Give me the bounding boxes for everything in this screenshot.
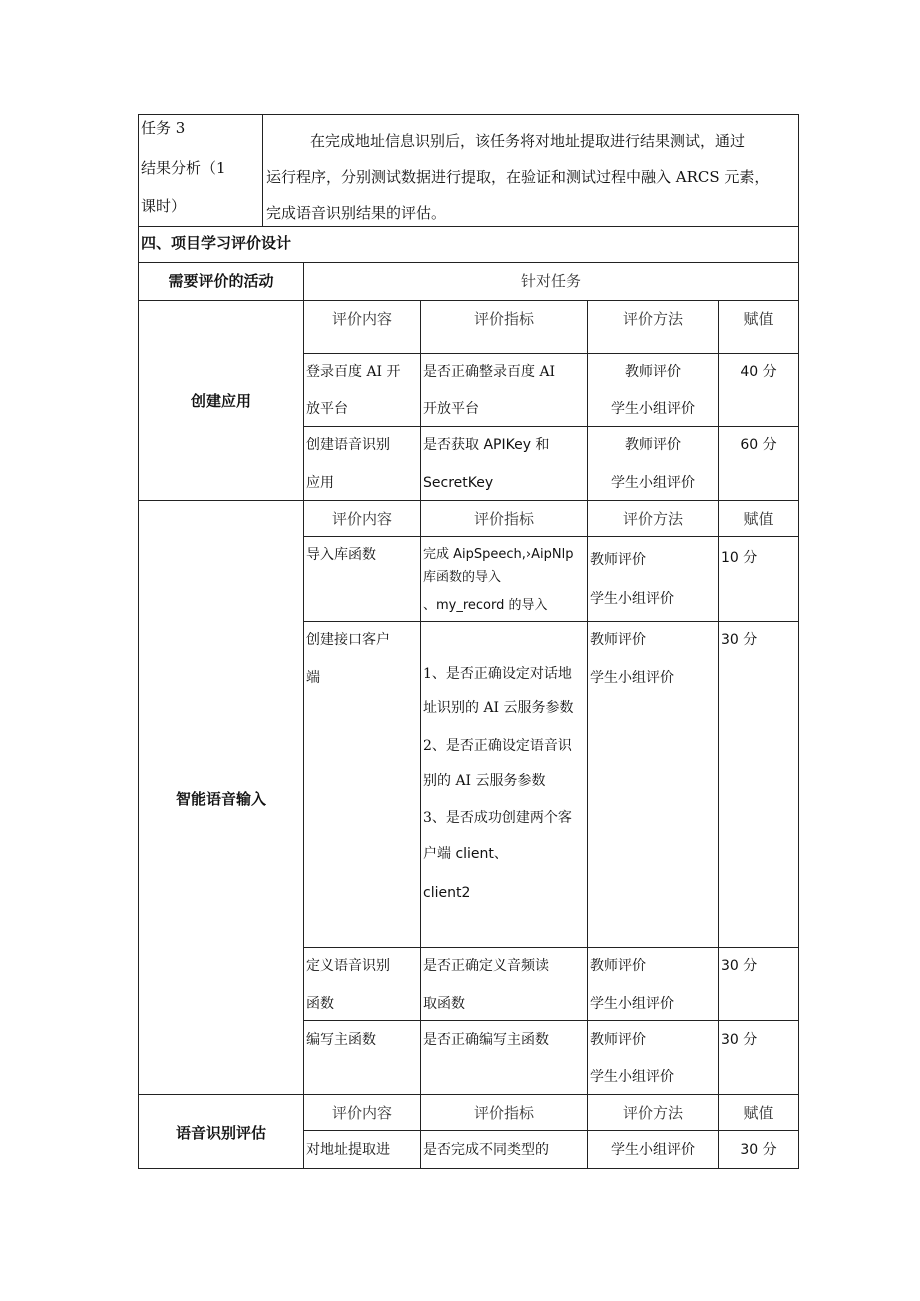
eval-indicator: 1、是否正确设定对话地 <box>423 666 572 682</box>
eval-score: 30 分 <box>740 1142 777 1158</box>
eval-content: 端 <box>306 670 320 686</box>
col-header-indicator: 评价指标 <box>473 510 534 528</box>
eval-indicator: 是否获取 APIKey 和 <box>423 437 550 453</box>
eval-content: 应用 <box>306 475 334 491</box>
table-line <box>303 621 799 622</box>
task3-description-line: 运行程序，分别测试数据进行提取，在验证和测试过程中融入 ARCS 元素， <box>266 168 770 186</box>
eval-score: 30 分 <box>721 1032 758 1048</box>
eval-method: 教师评价 <box>625 437 681 453</box>
eval-content: 编写主函数 <box>306 1032 376 1048</box>
col-header-method: 评价方法 <box>622 310 683 328</box>
eval-indicator: 2、是否正确设定语音识 <box>423 738 572 754</box>
col-header-method: 评价方法 <box>622 510 683 528</box>
eval-score: 40 分 <box>740 364 777 380</box>
task3-description-line: 完成语音识别结果的评估。 <box>266 204 447 222</box>
table-border-top <box>138 114 799 115</box>
table-line <box>303 1130 799 1131</box>
activity-speech-recognition-eval: 语音识别评估 <box>175 1124 266 1142</box>
table-line <box>420 500 421 1094</box>
table-line <box>587 500 588 1094</box>
table-line <box>303 426 799 427</box>
eval-content: 导入库函数 <box>306 547 376 563</box>
eval-indicator: 户端 client、 <box>423 846 508 862</box>
col-header-content: 评价内容 <box>331 510 392 528</box>
task3-label-line: 结果分析（1 <box>141 159 226 177</box>
table-line <box>718 300 719 500</box>
eval-indicator: SecretKey <box>423 475 494 491</box>
eval-score: 30 分 <box>721 632 758 648</box>
table-line <box>303 536 799 537</box>
table-line <box>303 353 799 354</box>
eval-method: 教师评价 <box>590 552 646 568</box>
eval-content: 创建接口客户 <box>306 632 390 648</box>
table-line <box>262 114 263 226</box>
eval-score: 60 分 <box>740 437 777 453</box>
eval-content: 放平台 <box>306 401 348 417</box>
table-line <box>138 300 799 301</box>
eval-method: 学生小组评价 <box>590 591 674 607</box>
table-line <box>303 262 304 1168</box>
eval-method: 学生小组评价 <box>611 475 695 491</box>
col-header-score: 赋值 <box>743 310 774 328</box>
table-border-right <box>798 114 799 1169</box>
table-border-bottom <box>138 1168 799 1169</box>
task3-label-line: 课时） <box>141 197 187 215</box>
table-line <box>138 500 799 501</box>
eval-indicator: 是否正确编写主函数 <box>423 1032 549 1048</box>
eval-score: 10 分 <box>721 550 758 566</box>
eval-indicator: 3、是否成功创建两个客 <box>423 810 572 826</box>
eval-method: 教师评价 <box>590 632 646 648</box>
eval-indicator: 、my_record 的导入 <box>423 598 548 613</box>
activity-create-app: 创建应用 <box>190 392 251 410</box>
task3-description <box>266 123 798 231</box>
table-line <box>138 262 799 263</box>
eval-method: 教师评价 <box>590 958 646 974</box>
eval-indicator: 是否完成不同类型的 <box>423 1142 549 1158</box>
eval-method: 学生小组评价 <box>611 1142 695 1158</box>
col-header-score: 赋值 <box>743 1104 774 1122</box>
eval-indicator: 开放平台 <box>423 401 479 417</box>
eval-method: 教师评价 <box>590 1032 646 1048</box>
col-header-score: 赋值 <box>743 510 774 528</box>
eval-method: 学生小组评价 <box>590 1069 674 1085</box>
eval-score: 30 分 <box>721 958 758 974</box>
eval-method: 学生小组评价 <box>611 401 695 417</box>
task3-description-line: 在完成地址信息识别后，该任务将对地址提取进行结果测试，通过 <box>310 132 746 150</box>
eval-content: 对地址提取进 <box>306 1142 390 1158</box>
activity-header: 需要评价的活动 <box>168 272 274 290</box>
eval-indicator: 库函数的导入 <box>423 570 502 585</box>
eval-content: 定义语音识别 <box>306 958 390 974</box>
col-header-content: 评价内容 <box>331 1104 392 1122</box>
col-header-indicator: 评价指标 <box>473 1104 534 1122</box>
table-line <box>420 300 421 500</box>
eval-indicator: client2 <box>423 885 471 901</box>
task-header: 针对任务 <box>520 272 581 290</box>
eval-indicator: 是否正确整录百度 AI <box>423 364 556 380</box>
table-line <box>303 947 799 948</box>
eval-content: 登录百度 AI 开 <box>306 364 401 380</box>
eval-method: 教师评价 <box>625 364 681 380</box>
col-header-content: 评价内容 <box>331 310 392 328</box>
eval-content: 创建语音识别 <box>306 437 390 453</box>
table-line <box>138 1094 799 1095</box>
activity-smart-voice-input: 智能语音输入 <box>175 790 266 808</box>
eval-indicator: 完成 AipSpeech,›AipNlp <box>423 547 574 562</box>
section-heading: 四、项目学习评价设计 <box>141 234 292 252</box>
eval-indicator: 是否正确定义音频读 <box>423 958 549 974</box>
eval-indicator: 别的 AI 云服务参数 <box>423 773 546 789</box>
eval-indicator: 取函数 <box>423 996 465 1012</box>
col-header-method: 评价方法 <box>622 1104 683 1122</box>
col-header-indicator: 评价指标 <box>473 310 534 328</box>
table-line <box>303 1020 799 1021</box>
task3-label-line: 任务 3 <box>141 119 186 137</box>
eval-method: 学生小组评价 <box>590 670 674 686</box>
eval-method: 学生小组评价 <box>590 996 674 1012</box>
table-line <box>718 500 719 1094</box>
eval-indicator: 址识别的 AI 云服务参数 <box>423 700 574 716</box>
eval-content: 函数 <box>306 996 334 1012</box>
